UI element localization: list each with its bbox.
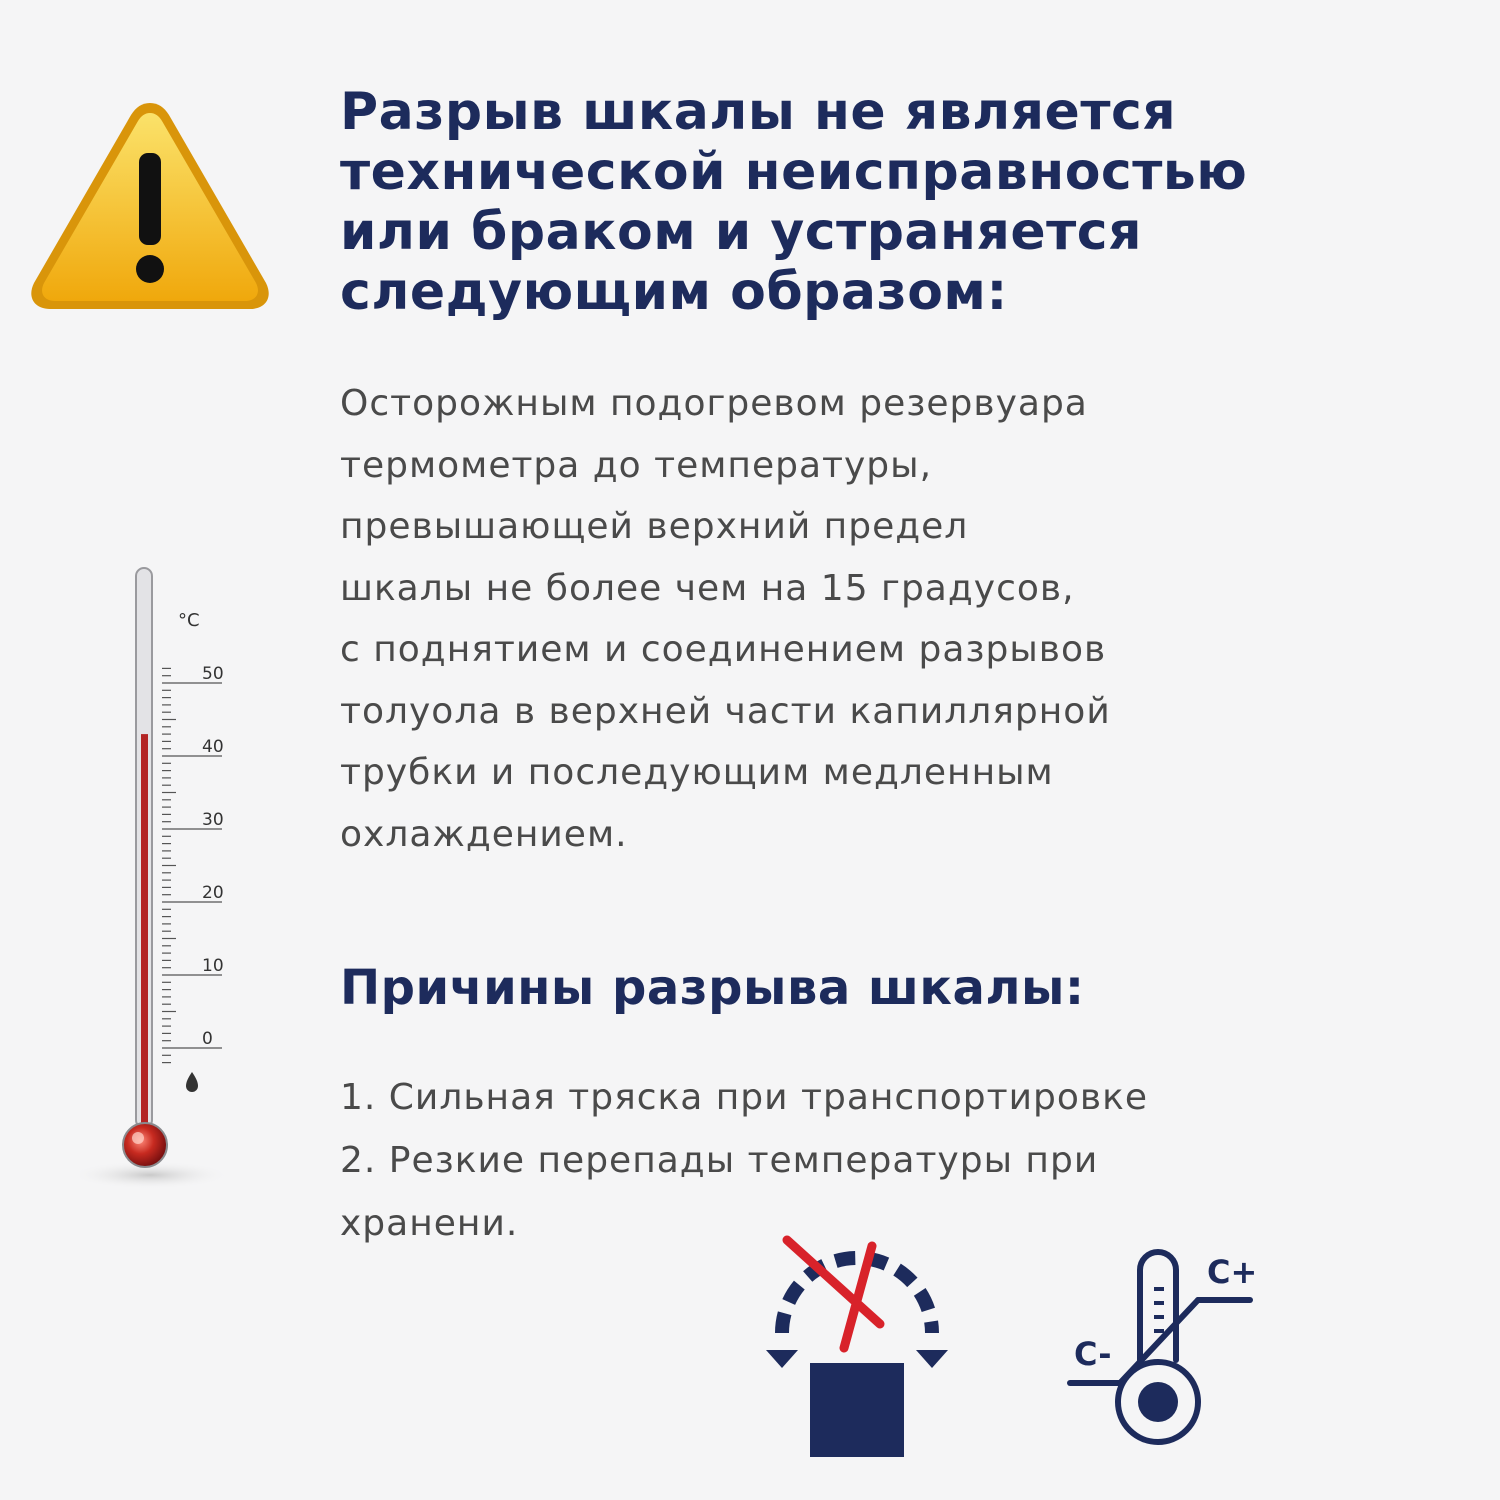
repair-instructions	[340, 373, 1490, 865]
arrow-left-icon	[766, 1350, 798, 1368]
thermometer-illustration	[80, 560, 280, 1200]
temp-minus-label: C-	[1074, 1335, 1112, 1373]
body-line: Осторожным подогревом резервуара	[340, 383, 1088, 424]
heading-line: технической неисправностью	[340, 142, 1248, 202]
temperature-change-icon	[1062, 1245, 1262, 1470]
scale-label: 40	[202, 737, 224, 757]
package-box-icon	[810, 1363, 904, 1457]
no-shaking-icon	[752, 1228, 962, 1468]
list-item: 1. Сильная тряска при транспортировке	[340, 1077, 1148, 1118]
heading-line: или браком и устраняется	[340, 202, 1142, 262]
main-heading	[340, 82, 1490, 322]
scale-label: 20	[202, 883, 224, 903]
heading-line: следующим образом:	[340, 262, 1008, 322]
thermometer-unit: °C	[178, 610, 200, 631]
temp-plus-label: C+	[1207, 1253, 1258, 1291]
body-line: охлаждением.	[340, 813, 628, 855]
heading-line: Разрыв шкалы не является	[340, 82, 1177, 142]
scale-label: 30	[202, 810, 224, 830]
warning-triangle-icon	[28, 95, 273, 315]
body-line: с поднятием и соединением разрывов	[340, 629, 1107, 670]
arrow-right-icon	[916, 1350, 948, 1368]
thermometer-bulb	[123, 1123, 167, 1167]
body-line: толуола в верхней части капиллярной	[340, 690, 1111, 732]
body-line: термометра до температуры,	[340, 444, 933, 486]
list-item: 2. Резкие перепады температуры при	[340, 1140, 1099, 1181]
scale-label: 0	[202, 1029, 213, 1049]
thermometer-liquid	[141, 734, 148, 1135]
body-line: шкалы не более чем на 15 градусов,	[340, 567, 1075, 609]
scale-label: 50	[202, 664, 224, 684]
list-item: хранени.	[340, 1203, 519, 1244]
scale-label: 10	[202, 956, 224, 976]
drop-icon	[186, 1072, 198, 1092]
body-line: превышающей верхний предел	[340, 506, 969, 547]
body-line: трубки и последующим медленным	[340, 752, 1054, 793]
causes-list	[340, 1066, 1490, 1255]
causes-heading: Причины разрыва шкалы:	[340, 960, 1085, 1016]
